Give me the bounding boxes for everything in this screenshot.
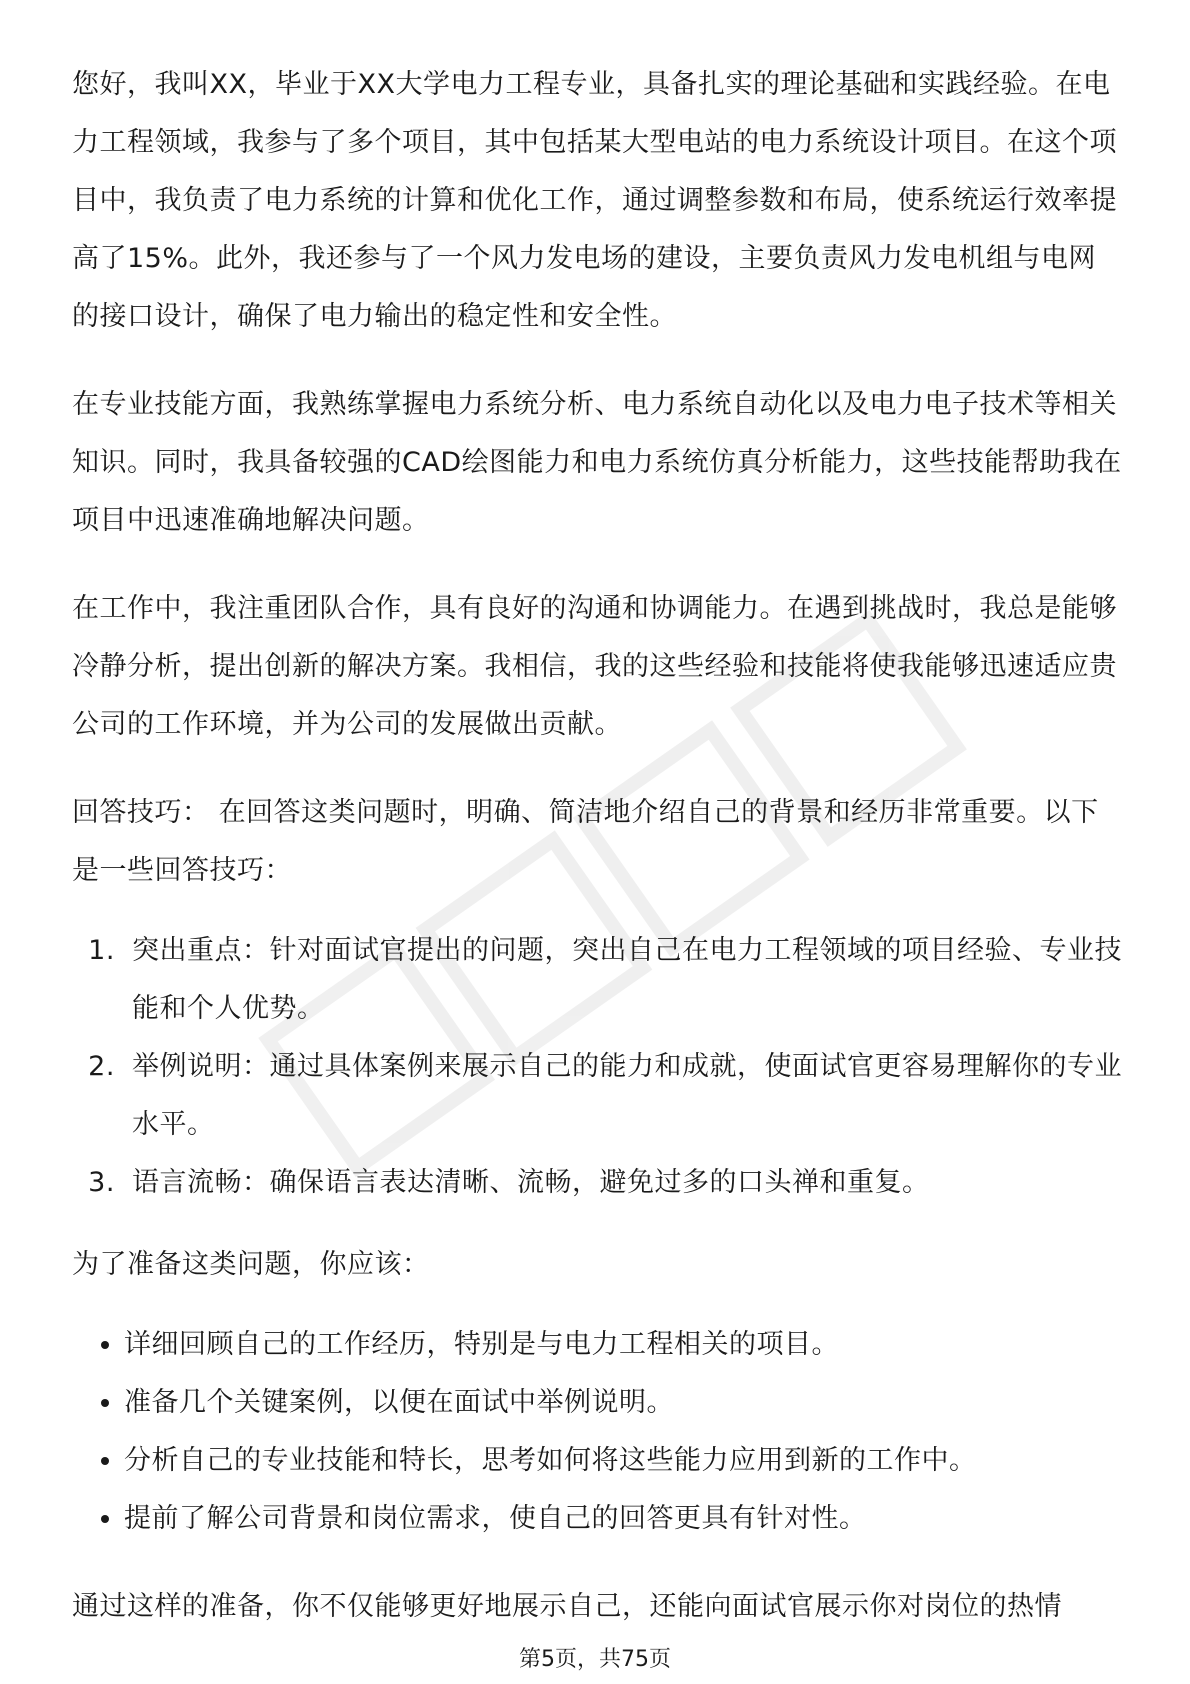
prep-item: • 分析自己的专业技能和特长，思考如何将这些能力应用到新的工作中。 [124, 1432, 1122, 1490]
prep-intro: 为了准备这类问题，你应该： [72, 1249, 430, 1280]
tips-list [72, 922, 1122, 1212]
document-page [72, 56, 1122, 1666]
tip-item: 1. 突出重点：针对面试官提出的问题，突出自己在电力工程领域的项目经验、专业技能和个人优势。 [124, 922, 1122, 1038]
prep-item: • 准备几个关键案例，以便在面试中举例说明。 [124, 1374, 1122, 1432]
skills-paragraph: 在专业技能方面，我熟练掌握电力系统分析、电力系统自动化以及电力电子技术等相关知识。同时，我具备较强的CAD绘图能力和电力系统仿真分析能力，这些技能帮助我在项目中迅速准确地解决问题。 [72, 389, 1122, 536]
tip-item: 2. 举例说明：通过具体案例来展示自己的能力和成就，使面试官更容易理解你的专业水平。 [124, 1038, 1122, 1154]
intro-paragraph: 您好，我叫XX，毕业于XX大学电力工程专业，具备扎实的理论基础和实践经验。在电力工程领域，我参与了多个项目，其中包括某大型电站的电力系统设计项目。在这个项目中，我负责了电力系统的计算和优化工作，通过调整参数和布局，使系统运行效率提高了15%。此外，我还参与了一个风力发电场的建设，主要负责风力发电机组与电网的接口设计，确保了电力输出的稳定性和安全性。 [72, 69, 1117, 332]
prep-list [72, 1316, 1122, 1548]
closing-paragraph: 通过这样的准备，你不仅能够更好地展示自己，还能向面试官展示你对岗位的热情 [72, 1591, 1062, 1622]
prep-item: • 提前了解公司背景和岗位需求，使自己的回答更具有针对性。 [124, 1490, 1122, 1548]
teamwork-paragraph: 在工作中，我注重团队合作，具有良好的沟通和协调能力。在遇到挑战时，我总是能够冷静分析，提出创新的解决方案。我相信，我的这些经验和技能将使我能够迅速适应贵公司的工作环境，并为公司的发展做出贡献。 [72, 593, 1117, 740]
tip-item: 3. 语言流畅：确保语言表达清晰、流畅，避免过多的口头禅和重复。 [124, 1154, 1122, 1212]
tips-intro-paragraph: 回答技巧： 在回答这类问题时，明确、简洁地介绍自己的背景和经历非常重要。以下是一些回答技巧： [72, 797, 1099, 886]
page-number: 第5页，共75页 [519, 1647, 671, 1672]
prep-item: • 详细回顾自己的工作经历，特别是与电力工程相关的项目。 [124, 1316, 1122, 1374]
